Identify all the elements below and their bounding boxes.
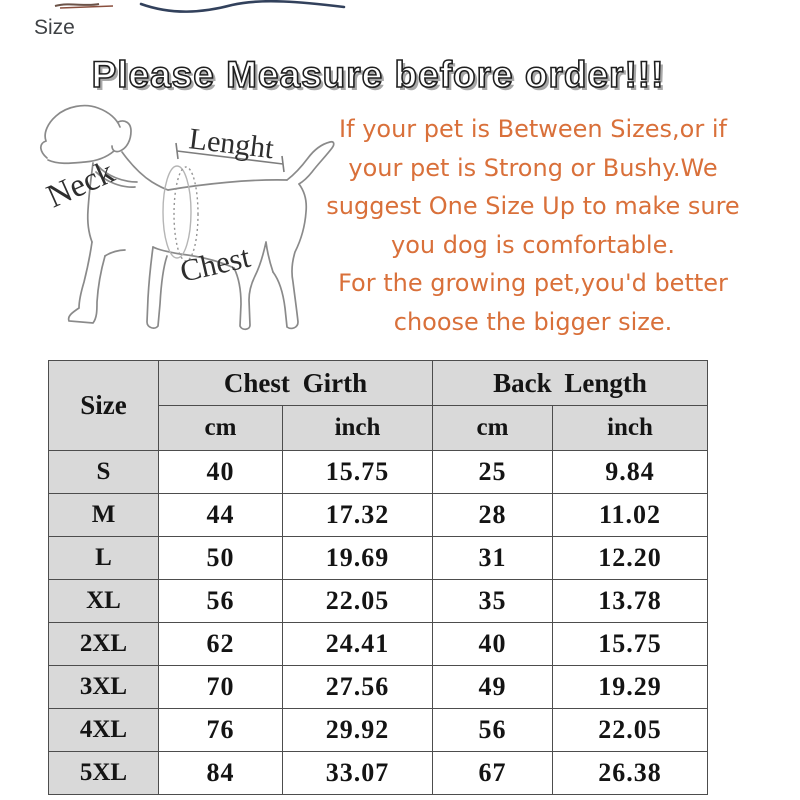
cell-size: 5XL: [49, 752, 159, 795]
cell-chest-inch: 22.05: [283, 580, 433, 623]
cell-back-inch: 12.20: [553, 537, 708, 580]
top-decoration: [0, 0, 800, 22]
dog-measurement-diagram: [35, 100, 345, 350]
header-chest-girth: Chest Girth: [159, 361, 433, 406]
cell-size: XL: [49, 580, 159, 623]
cell-chest-cm: 76: [159, 709, 283, 752]
cell-back-cm: 67: [433, 752, 553, 795]
advice-line: you dog is comfortable.: [391, 230, 675, 259]
cell-back-inch: 15.75: [553, 623, 708, 666]
table-row: [49, 623, 708, 666]
cell-back-inch: 26.38: [553, 752, 708, 795]
cell-back-cm: 56: [433, 709, 553, 752]
cell-chest-cm: 62: [159, 623, 283, 666]
advice-line: If your pet is Between Sizes,or if: [339, 115, 727, 143]
cell-size: L: [49, 537, 159, 580]
cell-chest-inch: 27.56: [283, 666, 433, 709]
size-section-label: Size: [34, 16, 75, 39]
cell-size: S: [49, 451, 159, 494]
cell-chest-cm: 44: [159, 494, 283, 537]
header-back-length: Back Length: [433, 361, 708, 406]
cell-chest-inch: 17.32: [283, 494, 433, 537]
cell-chest-inch: 15.75: [283, 451, 433, 494]
advice-line: your pet is Strong or Bushy.We: [348, 153, 718, 182]
size-table-container: [48, 360, 708, 795]
wavy-line-icon: [141, 1, 344, 11]
cell-size: 2XL: [49, 623, 159, 666]
cell-chest-cm: 50: [159, 537, 283, 580]
cell-size: 3XL: [49, 666, 159, 709]
cell-chest-cm: 56: [159, 580, 283, 623]
length-label: Lenght: [187, 122, 276, 166]
strikethrough-scribble-icon: [55, 4, 113, 8]
table-row: [49, 752, 708, 795]
advice-line: choose the bigger size.: [393, 307, 673, 336]
cell-back-cm: 25: [433, 451, 553, 494]
cell-size: M: [49, 494, 159, 537]
table-row: [49, 666, 708, 709]
cell-back-cm: 49: [433, 666, 553, 709]
cell-back-inch: 19.29: [553, 666, 708, 709]
cell-back-cm: 40: [433, 623, 553, 666]
advice-line: For the growing pet,you'd better: [338, 269, 728, 297]
cell-chest-inch: 24.41: [283, 623, 433, 666]
sizing-advice-text: [318, 110, 748, 341]
cell-back-cm: 35: [433, 580, 553, 623]
header-size: Size: [49, 361, 159, 451]
chest-label: Chest: [176, 238, 254, 289]
advice-line: suggest One Size Up to make sure: [326, 192, 740, 220]
neck-label: Neck: [41, 154, 120, 216]
cell-chest-cm: 70: [159, 666, 283, 709]
cell-size: 4XL: [49, 709, 159, 752]
cell-chest-cm: 40: [159, 451, 283, 494]
table-row: [49, 451, 708, 494]
table-row: [49, 709, 708, 752]
cell-back-cm: 31: [433, 537, 553, 580]
cell-back-inch: 13.78: [553, 580, 708, 623]
cell-back-inch: 9.84: [553, 451, 708, 494]
header-chest-cm: cm: [159, 406, 283, 451]
table-row: [49, 537, 708, 580]
size-table: [48, 360, 708, 795]
page-title: Please Measure before order!!!: [91, 54, 665, 95]
cell-back-inch: 22.05: [553, 709, 708, 752]
cell-chest-inch: 29.92: [283, 709, 433, 752]
table-row: [49, 494, 708, 537]
header-back-inch: inch: [553, 406, 708, 451]
table-row: [49, 580, 708, 623]
dog-outline-icon: [41, 106, 334, 330]
cell-chest-inch: 33.07: [283, 752, 433, 795]
cell-chest-cm: 84: [159, 752, 283, 795]
cell-back-cm: 28: [433, 494, 553, 537]
cell-back-inch: 11.02: [553, 494, 708, 537]
header-back-cm: cm: [433, 406, 553, 451]
cell-chest-inch: 19.69: [283, 537, 433, 580]
header-chest-inch: inch: [283, 406, 433, 451]
